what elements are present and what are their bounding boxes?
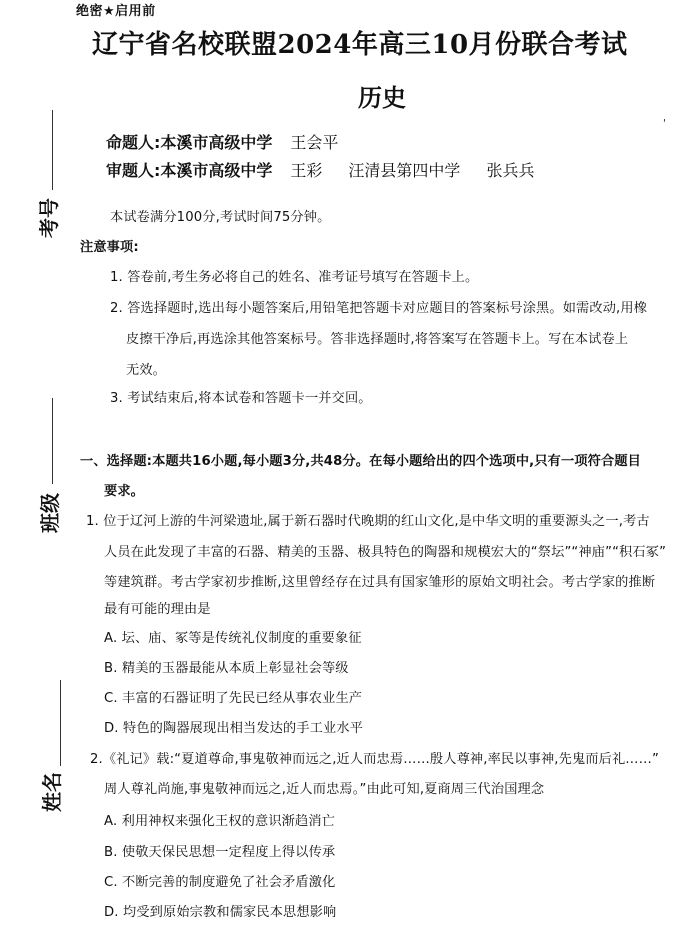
q1-option-a: A. 坛、庙、冢等是传统礼仪制度的重要象征 bbox=[104, 631, 362, 646]
reviewer-role: 审题人:本溪市高级中学 bbox=[106, 161, 273, 180]
notice-item-2: 2. 答选择题时,选出每小题答案后,用铅笔把答题卡对应题目的答案标号涂黑。如需改动,用橡 bbox=[110, 301, 648, 316]
exam-no-line bbox=[52, 110, 53, 190]
proposer-line bbox=[106, 130, 364, 153]
corner-mark: ' bbox=[663, 118, 666, 129]
q1-stem-1: 1. 位于辽河上游的牛河梁遗址,属于新石器时代晚期的红山文化,是中华文明的重要源头之一,考古 bbox=[86, 514, 650, 529]
q2-option-b: B. 使敬天保民思想一定程度上得以传承 bbox=[104, 845, 336, 860]
proposer-name: 王会平 bbox=[290, 133, 339, 152]
notice-item-2-cont: 皮擦干净后,再选涂其他答案标号。答非选择题时,将答案写在答题卡上。写在本试卷上 bbox=[126, 332, 629, 347]
q1-stem-2: 人员在此发现了丰富的石器、精美的玉器、极具特色的陶器和规模宏大的“祭坛”“神庙”“积石冢” bbox=[104, 545, 667, 560]
name-label: 姓名 bbox=[40, 772, 64, 812]
q2-option-c: C. 不断完善的制度避免了社会矛盾激化 bbox=[104, 875, 336, 890]
q1-option-b: B. 精美的玉器最能从本质上彰显社会等级 bbox=[104, 661, 349, 676]
q1-stem-3: 等建筑群。考古学家初步推断,这里曾经存在过具有国家雏形的原始文明社会。考古学家的推断 bbox=[104, 575, 656, 590]
class-label: 班级 bbox=[38, 493, 62, 533]
q2-option-a: A. 利用神权来强化王权的意识渐趋消亡 bbox=[104, 814, 336, 829]
reviewer-line bbox=[106, 158, 560, 181]
q2-stem-1: 2.《礼记》载:“夏道尊命,事鬼敬神而远之,近人而忠焉……殷人尊神,率民以事神,先鬼而后礼……” bbox=[90, 752, 659, 767]
exam-title: 辽宁省名校联盟2024年高三10月份联合考试 bbox=[92, 30, 628, 60]
notice-item-1: 1. 答卷前,考生务必将自己的姓名、准考证号填写在答题卡上。 bbox=[110, 270, 479, 285]
section-heading: 一、选择题:本题共16小题,每小题3分,共48分。在每小题给出的四个选项中,只有一项符合题目 bbox=[80, 454, 642, 469]
notice-item-2-end: 无效。 bbox=[126, 363, 167, 378]
q1-stem-4: 最有可能的理由是 bbox=[104, 602, 211, 617]
notice-item-3: 3. 考试结束后,将本试卷和答题卡一并交回。 bbox=[110, 391, 372, 406]
reviewer-school-2: 汪清县第四中学 bbox=[348, 161, 461, 180]
section-heading-cont: 要求。 bbox=[104, 484, 145, 499]
reviewer-name-2: 张兵兵 bbox=[486, 161, 535, 180]
reviewer-name-1: 王彩 bbox=[290, 161, 323, 180]
confidential-mark: 绝密★启用前 bbox=[76, 4, 156, 19]
q2-option-d: D. 均受到原始宗教和儒家民本思想影响 bbox=[104, 905, 337, 920]
score-time-note: 本试卷满分100分,考试时间75分钟。 bbox=[110, 210, 331, 225]
q1-option-c: C. 丰富的石器证明了先民已经从事农业生产 bbox=[104, 691, 363, 706]
proposer-role: 命题人:本溪市高级中学 bbox=[106, 133, 273, 152]
class-line bbox=[52, 398, 53, 484]
notice-title: 注意事项: bbox=[80, 240, 139, 255]
name-line bbox=[60, 680, 61, 766]
q2-stem-2: 周人尊礼尚施,事鬼敬神而远之,近人而忠焉。”由此可知,夏商周三代治国理念 bbox=[104, 782, 545, 797]
subject-title: 历史 bbox=[358, 83, 406, 112]
exam-no-label: 考号 bbox=[37, 198, 61, 238]
q1-option-d: D. 特色的陶器展现出相当发达的手工业水平 bbox=[104, 721, 364, 736]
